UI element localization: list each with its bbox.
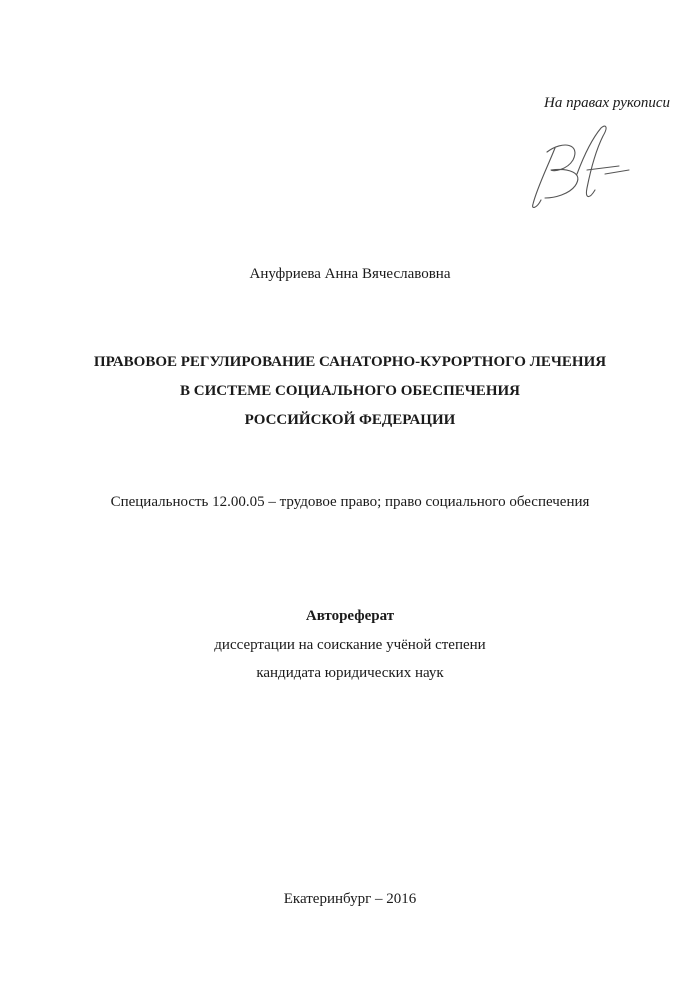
title-line-1: ПРАВОВОЕ РЕГУЛИРОВАНИЕ САНАТОРНО-КУРОРТНОГО ЛЕЧЕНИЯ: [93, 354, 607, 370]
author-name: Ануфриева Анна Вячеславовна: [249, 266, 451, 282]
degree-line-2: кандидата юридических наук: [256, 665, 444, 681]
dissertation-title: [0, 348, 700, 435]
abstract-heading: Автореферат: [305, 608, 395, 624]
handwritten-signature: [525, 118, 635, 213]
specialty-line: Специальность 12.00.05 – трудовое право; право социального обеспечения: [110, 494, 590, 510]
title-line-3: РОССИЙСКОЙ ФЕДЕРАЦИИ: [244, 412, 456, 428]
city-year: Екатеринбург – 2016: [283, 891, 417, 907]
degree-line-1: диссертации на соискание учёной степени: [214, 637, 486, 653]
manuscript-note: На правах рукописи: [544, 95, 670, 111]
title-line-2: В СИСТЕМЕ СОЦИАЛЬНОГО ОБЕСПЕЧЕНИЯ: [180, 383, 520, 399]
